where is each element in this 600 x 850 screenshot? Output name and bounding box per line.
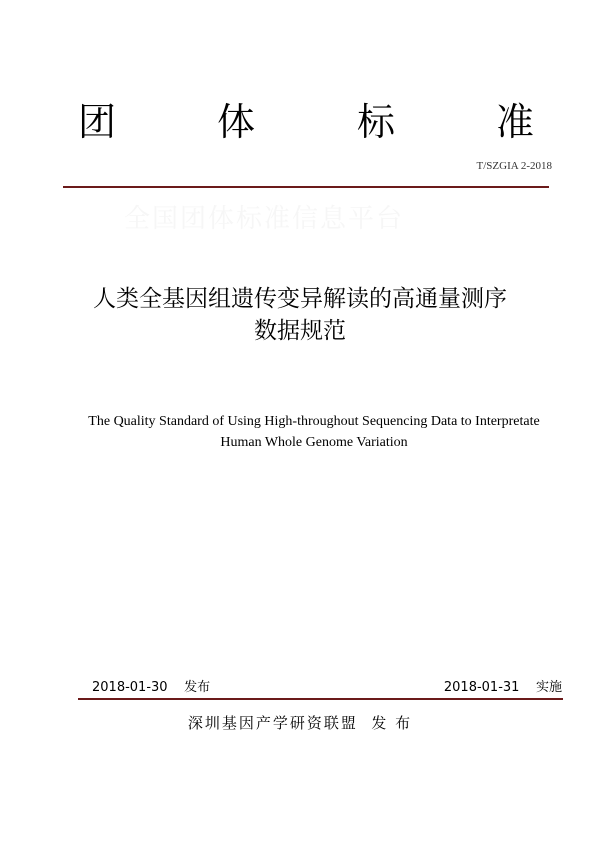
- top-divider: [63, 186, 549, 188]
- title-english: [0, 411, 600, 453]
- publisher-label: 发 布: [371, 714, 413, 732]
- header-char: 体: [217, 100, 256, 144]
- title-en-line2: Human Whole Genome Variation: [220, 435, 408, 450]
- issue-date-value: 2018-01-30: [92, 680, 168, 695]
- header-char: 准: [496, 100, 535, 144]
- header-char: 团: [78, 100, 117, 144]
- publisher-name: 深圳基因产学研资联盟: [187, 714, 358, 732]
- watermark: 全国团体标准信息平台: [124, 204, 405, 234]
- implement-label: 实施: [535, 680, 562, 695]
- title-en-line1: The Quality Standard of Using High-throughout Sequencing Data to Interpretate: [88, 414, 540, 429]
- implement-date-value: 2018-01-31: [443, 680, 520, 695]
- publisher: [0, 712, 600, 733]
- title-cn-line2: 数据规范: [254, 318, 346, 344]
- title-cn-line1: 人类全基因组遗传变异解读的高通量测序: [93, 286, 507, 312]
- bottom-divider: [78, 698, 563, 700]
- standard-number: T/SZGIA 2-2018: [476, 160, 552, 172]
- implement-date: [444, 676, 562, 695]
- issue-label: 发布: [184, 680, 211, 695]
- issue-date: [92, 676, 210, 695]
- title-chinese: [0, 283, 600, 347]
- header-char: 标: [357, 100, 396, 144]
